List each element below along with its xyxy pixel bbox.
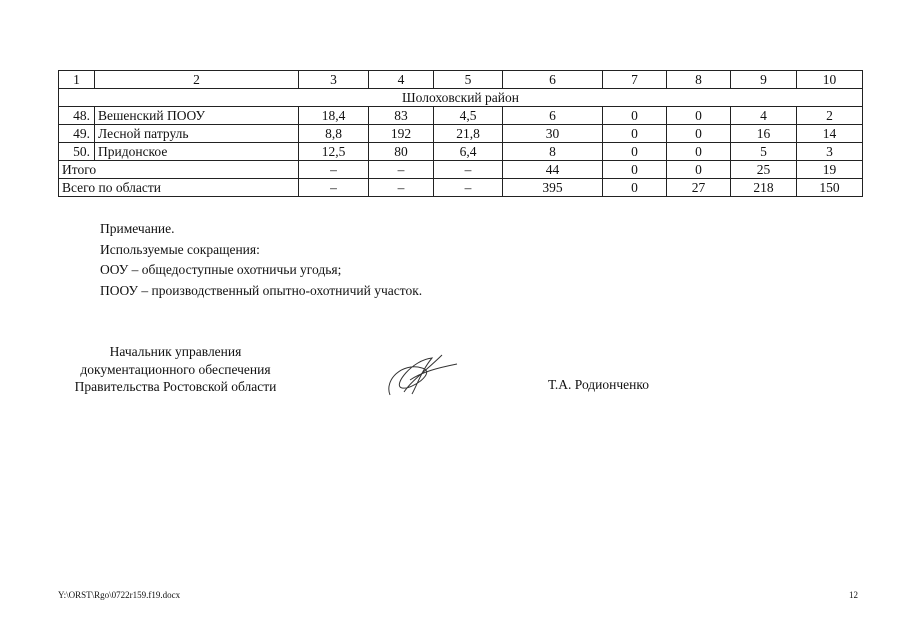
row-number: 50. [59, 143, 95, 161]
table-row [59, 143, 863, 161]
table-cell: 27 [667, 179, 731, 197]
region-row [59, 89, 863, 107]
table-cell: 0 [667, 107, 731, 125]
table-cell: 0 [603, 161, 667, 179]
table-cell: – [434, 179, 503, 197]
table-cell: – [299, 161, 369, 179]
column-header: 8 [667, 71, 731, 89]
column-header: 7 [603, 71, 667, 89]
table-cell: – [369, 179, 434, 197]
note-line: ООУ – общедоступные охотничьи угодья; [100, 262, 342, 277]
signatory-name: Т.А. Родионченко [548, 377, 649, 392]
table-cell: 21,8 [434, 125, 503, 143]
note-line: Используемые сокращения: [100, 241, 260, 257]
table-cell: 4,5 [434, 107, 503, 125]
table-cell: 18,4 [299, 107, 369, 125]
table-cell: 0 [667, 143, 731, 161]
data-table [58, 70, 863, 197]
column-header: 10 [797, 71, 863, 89]
table-cell: 19 [797, 161, 863, 179]
table-cell: – [299, 179, 369, 197]
table-cell: – [434, 161, 503, 179]
note-title: Примечание. [100, 221, 175, 236]
table-cell: 30 [503, 125, 603, 143]
table-cell: 80 [369, 143, 434, 161]
column-header: 2 [95, 71, 299, 89]
table-cell: 6 [503, 107, 603, 125]
table-row [59, 107, 863, 125]
table-cell: 2 [797, 107, 863, 125]
subtotal-row [59, 161, 863, 179]
table-cell: 0 [603, 179, 667, 197]
table-cell: 4 [731, 107, 797, 125]
table-cell: 5 [731, 143, 797, 161]
table-cell: 8 [503, 143, 603, 161]
signatory-position [58, 343, 293, 396]
handwritten-signature [382, 350, 462, 400]
region-name: Шолоховский район [59, 89, 863, 107]
table-cell: 16 [731, 125, 797, 143]
table-cell: 395 [503, 179, 603, 197]
note-line: ПООУ – производственный опытно-охотничий участок. [100, 282, 423, 298]
table-cell: 0 [667, 125, 731, 143]
row-name: Вешенский ПООУ [95, 107, 299, 125]
table-cell: 83 [369, 107, 434, 125]
table-cell: 12,5 [299, 143, 369, 161]
page-number: 12 [849, 590, 858, 600]
table-cell: 3 [797, 143, 863, 161]
row-number: 48. [59, 107, 95, 125]
header-row [59, 71, 863, 89]
table-cell: 44 [503, 161, 603, 179]
position-line: Начальник управления [109, 344, 242, 359]
column-header: 3 [299, 71, 369, 89]
table-cell: 25 [731, 161, 797, 179]
note [100, 219, 422, 301]
row-name: Придонское [95, 143, 299, 161]
row-name: Лесной патруль [95, 125, 299, 143]
position-line: Правительства Ростовской области [74, 379, 277, 394]
table-cell: – [369, 161, 434, 179]
table-cell: 150 [797, 179, 863, 197]
column-header: 9 [731, 71, 797, 89]
table-cell: 0 [667, 161, 731, 179]
table-cell: 0 [603, 143, 667, 161]
column-header: 6 [503, 71, 603, 89]
total-label: Всего по области [59, 179, 299, 197]
file-path: Y:\ORST\Rgo\0722r159.f19.docx [58, 590, 181, 600]
table-cell: 0 [603, 107, 667, 125]
table-cell: 6,4 [434, 143, 503, 161]
table-cell: 0 [603, 125, 667, 143]
column-header: 1 [59, 71, 95, 89]
table-row [59, 125, 863, 143]
table-cell: 192 [369, 125, 434, 143]
position-line: документационного обеспечения [80, 361, 271, 377]
row-number: 49. [59, 125, 95, 143]
subtotal-label: Итого [59, 161, 299, 179]
table-cell: 14 [797, 125, 863, 143]
table-cell: 8,8 [299, 125, 369, 143]
column-header: 4 [369, 71, 434, 89]
column-header: 5 [434, 71, 503, 89]
table-cell: 218 [731, 179, 797, 197]
total-row [59, 179, 863, 197]
